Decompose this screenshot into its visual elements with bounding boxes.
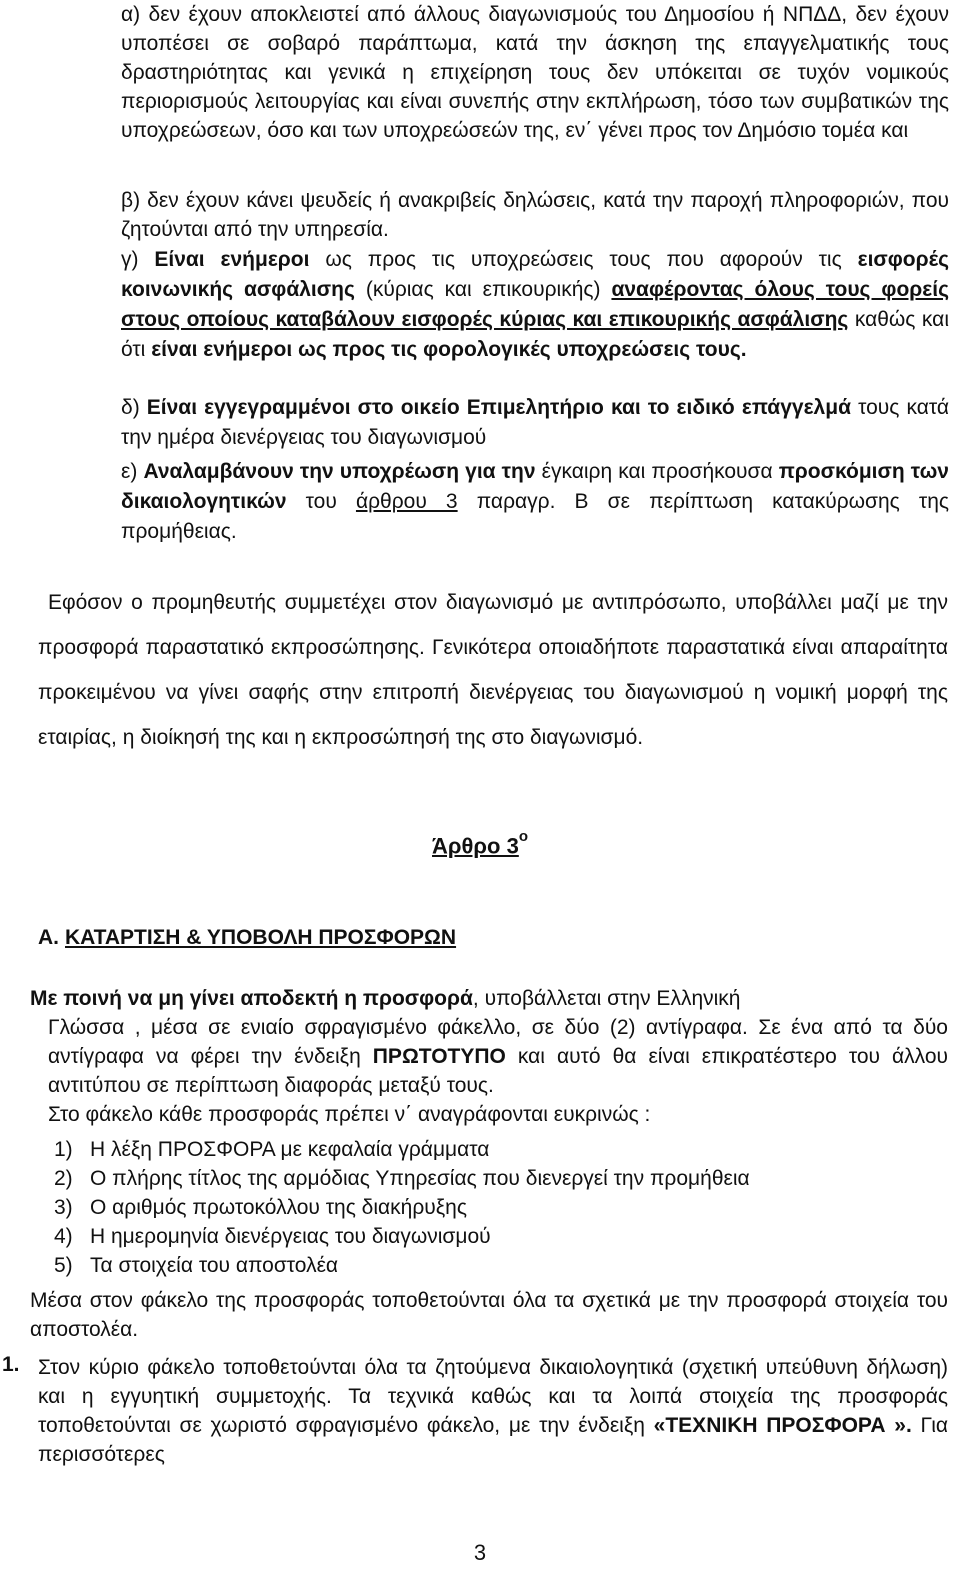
list-item xyxy=(44,1193,750,1222)
prefix: γ) xyxy=(121,248,155,271)
text: του xyxy=(286,490,356,513)
list-number: 1) xyxy=(54,1138,73,1161)
list-item xyxy=(44,1164,750,1193)
paragraph-epsilon xyxy=(121,457,949,547)
list-number: 5) xyxy=(54,1254,73,1277)
text: ως προς τις υποχρεώσεις τους που αφορούν τις xyxy=(309,248,858,271)
paragraph-submission xyxy=(30,984,948,1129)
article-superscript: ο xyxy=(518,828,528,845)
list-text: Ο αριθμός πρωτοκόλλου της διακήρυξης xyxy=(90,1196,467,1219)
paragraph-beta: β) δεν έχουν κάνει ψευδείς ή ανακριβείς δηλώσεις, κατά την παροχή πληροφοριών, που ζητούνται από την υπηρεσία. xyxy=(121,189,949,241)
page-number: 3 xyxy=(473,1540,487,1565)
text: Γλώσσα , μέσα σε ενιαίο σφραγισμένο φάκελλο, σε δύο (2) αντίγραφα. Σε ένα από τα δύο αντίγραφα να φέρει την ένδειξη xyxy=(48,1016,948,1068)
bold-text: εισφορές κοινωνικής ασφάλισης xyxy=(121,248,950,301)
paragraph-gamma xyxy=(121,245,949,365)
bold-text: «ΤΕΧΝΙΚΗ ΠΡΟΣΦΟΡΑ ». xyxy=(653,1414,912,1437)
text: παραγρ. Β σε περίπτωση κατακύρωσης της προμήθειας. xyxy=(121,490,949,543)
text: Στο φάκελο κάθε προσφοράς πρέπει ν΄ αναγράφονται ευκρινώς : xyxy=(48,1103,651,1126)
text: , υποβάλλεται στην Ελληνική xyxy=(472,987,741,1010)
list-text: Η λέξη ΠΡΟΣΦΟΡΑ με κεφαλαία γράμματα xyxy=(90,1138,490,1161)
article-heading xyxy=(0,828,960,859)
list-text: Η ημερομηνία διενέργειας του διαγωνισμού xyxy=(90,1225,491,1248)
list-text: Ο πλήρης τίτλος της αρμόδιας Υπηρεσίας που διενεργεί την προμήθεια xyxy=(90,1167,750,1190)
section-letter: Α. xyxy=(38,926,59,949)
section-title: ΚΑΤΑΡΤΙΣΗ & ΥΠΟΒΟΛΗ ΠΡΟΣΦΟΡΩΝ xyxy=(65,926,457,949)
list-item xyxy=(44,1222,750,1251)
item-text xyxy=(38,1353,948,1469)
text: και αυτό θα είναι επικρατέστερο του άλλου αντιτύπου σε περίπτωση διαφοράς μεταξύ τους. xyxy=(48,1045,948,1097)
bold-text: είναι ενήμεροι ως προς τις φορολογικές υποχρεώσεις τους. xyxy=(151,338,747,361)
bold-text: Είναι εγγεγραμμένοι στο οικείο Επιμελητήριο και το ειδικό επάγγελμά xyxy=(146,396,851,419)
bold-text: Με ποινή να μη γίνει αποδεκτή η προσφορά xyxy=(30,987,473,1010)
article-reference: άρθρου 3 xyxy=(355,490,458,513)
paragraph-envelope-contents: Μέσα στον φάκελο της προσφοράς τοποθετούνται όλα τα σχετικά με την προσφορά στοιχεία του αποστολέα. xyxy=(30,1289,948,1341)
paragraph-delta xyxy=(121,393,949,453)
item-number: 1. xyxy=(2,1353,20,1376)
list-item xyxy=(44,1135,750,1164)
paragraph-representative xyxy=(38,580,948,760)
list-item xyxy=(44,1251,750,1280)
text: Για περισσότερες xyxy=(38,1414,948,1466)
text: καθώς και ότι xyxy=(121,308,949,361)
article-title-text: Άρθρο 3 xyxy=(432,833,519,859)
prefix: δ) xyxy=(121,396,147,419)
bold-underlined-text: αναφέροντας όλους τους φορείς στους οποίους καταβάλουν εισφορές κύριας και επικουρικής ασφάλισης xyxy=(121,278,949,331)
section-heading xyxy=(38,926,456,950)
text: (κύριας και επικουρικής) xyxy=(354,278,612,301)
list-number: 3) xyxy=(54,1196,73,1219)
text: έγκαιρη και προσήκουσα xyxy=(535,460,779,483)
text: τους κατά την ημέρα διενέργειας του διαγωνισμού xyxy=(121,396,949,449)
bold-text: Αναλαμβάνουν την υποχρέωση για την xyxy=(143,460,536,483)
continuation xyxy=(30,1013,948,1129)
prefix: ε) xyxy=(121,460,144,483)
envelope-requirements-list xyxy=(44,1135,750,1280)
bold-text: ΠΡΩΤΟΤΥΠΟ xyxy=(372,1045,506,1068)
list-number: 4) xyxy=(54,1225,73,1248)
text: Εφόσον ο προμηθευτής συμμετέχει στον διαγωνισμό με αντιπρόσωπο, υποβάλλει μαζί με την προσφορά παραστατικό εκπροσώπησης. Γενικότερα οποιαδήποτε παραστατικά είναι απαραίτητα προκειμένου να γίνει σαφής στην επιτροπή διενέργειας του διαγωνισμού η νομική μορφή της εταιρίας, η διοίκησή της και η εκπροσώπησή της στο διαγωνισμό. xyxy=(38,591,948,749)
bold-text: Είναι ενήμεροι xyxy=(154,248,310,271)
bold-text: προσκόμιση των δικαιολογητικών xyxy=(121,460,949,513)
paragraph-alpha: α) δεν έχουν αποκλειστεί από άλλους διαγωνισμούς του Δημοσίου ή ΝΠΔΔ, δεν έχουν υποπέσει σε σοβαρό παράπτωμα, κατά την άσκηση της επαγγελματικής τους δραστηριότητας και γενικά η επιχείρηση τους δεν υπόκειται σε τυχόν νομικούς περιορισμούς λειτουργίας και είναι συνεπής στην εκπλήρωση, τόσο των συμβατικών της υποχρεώσεων, όσο και των υποχρεώσεών της, εν΄ γένει προς τον Δημόσιο τομέα και xyxy=(121,3,949,142)
list-text: Τα στοιχεία του αποστολέα xyxy=(90,1254,339,1277)
text: Στον κύριο φάκελο τοποθετούνται όλα τα ζητούμενα δικαιολογητικά (σχετική υπεύθυνη δήλωση) και η εγγυητική συμμετοχής. Τα τεχνικά καθώς και τα λοιπά στοιχεία της προσφοράς τοποθετούνται σε χωριστό σφραγισμένο φάκελο, με την ένδειξη xyxy=(38,1356,948,1437)
list-number: 2) xyxy=(54,1167,73,1190)
